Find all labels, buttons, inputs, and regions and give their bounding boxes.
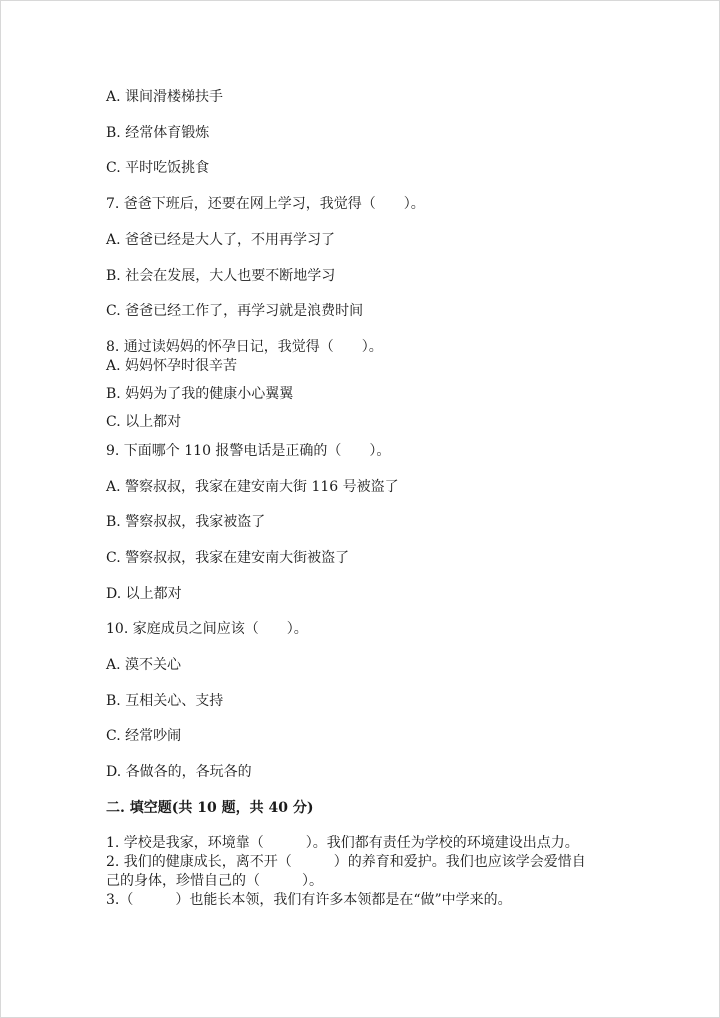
fill-question-3: 3.（ ）也能长本领，我们有许多本领都是在“做”中学来的。 — [106, 892, 512, 908]
q6-option-c: C. 平时吃饭挑食 — [106, 160, 210, 176]
q8-option-a: A. 妈妈怀孕时很辛苦 — [106, 358, 238, 374]
q9-option-b: B. 警察叔叔，我家被盗了 — [106, 514, 266, 530]
q6-option-b: B. 经常体育锻炼 — [106, 125, 210, 141]
q9-option-c: C. 警察叔叔，我家在建安南大街被盗了 — [106, 550, 350, 566]
q10-option-d: D. 各做各的，各玩各的 — [106, 764, 252, 780]
section-heading-fill-in: 二. 填空题(共 10 题，共 40 分) — [106, 800, 314, 816]
q9-option-a: A. 警察叔叔，我家在建安南大街 116 号被盗了 — [106, 479, 399, 495]
question-10: 10. 家庭成员之间应该（ ）。 — [106, 621, 308, 637]
question-7: 7. 爸爸下班后，还要在网上学习，我觉得（ ）。 — [106, 196, 425, 212]
fill-question-1: 1. 学校是我家，环境靠（ ）。我们都有责任为学校的环境建设出点力。 — [106, 835, 579, 851]
question-8: 8. 通过读妈妈的怀孕日记，我觉得（ ）。 — [106, 339, 383, 355]
fill-question-2: 2. 我们的健康成长，离不开（ ）的养育和爱护。我们也应该学会爱惜自 — [106, 854, 586, 870]
q8-option-b: B. 妈妈为了我的健康小心翼翼 — [106, 386, 294, 402]
q10-option-a: A. 漠不关心 — [106, 657, 182, 673]
q10-option-b: B. 互相关心、支持 — [106, 693, 224, 709]
q9-option-d: D. 以上都对 — [106, 586, 182, 602]
q7-option-c: C. 爸爸已经工作了，再学习就是浪费时间 — [106, 303, 364, 319]
q8-option-c: C. 以上都对 — [106, 414, 182, 430]
q7-option-b: B. 社会在发展，大人也要不断地学习 — [106, 268, 336, 284]
question-9: 9. 下面哪个 110 报警电话是正确的（ ）。 — [106, 443, 391, 459]
q7-option-a: A. 爸爸已经是大人了，不用再学习了 — [106, 232, 336, 248]
q6-option-a: A. 课间滑楼梯扶手 — [106, 89, 224, 105]
q10-option-c: C. 经常吵闹 — [106, 728, 182, 744]
fill-question-2-continued: 己的身体，珍惜自己的（ ）。 — [106, 873, 323, 889]
